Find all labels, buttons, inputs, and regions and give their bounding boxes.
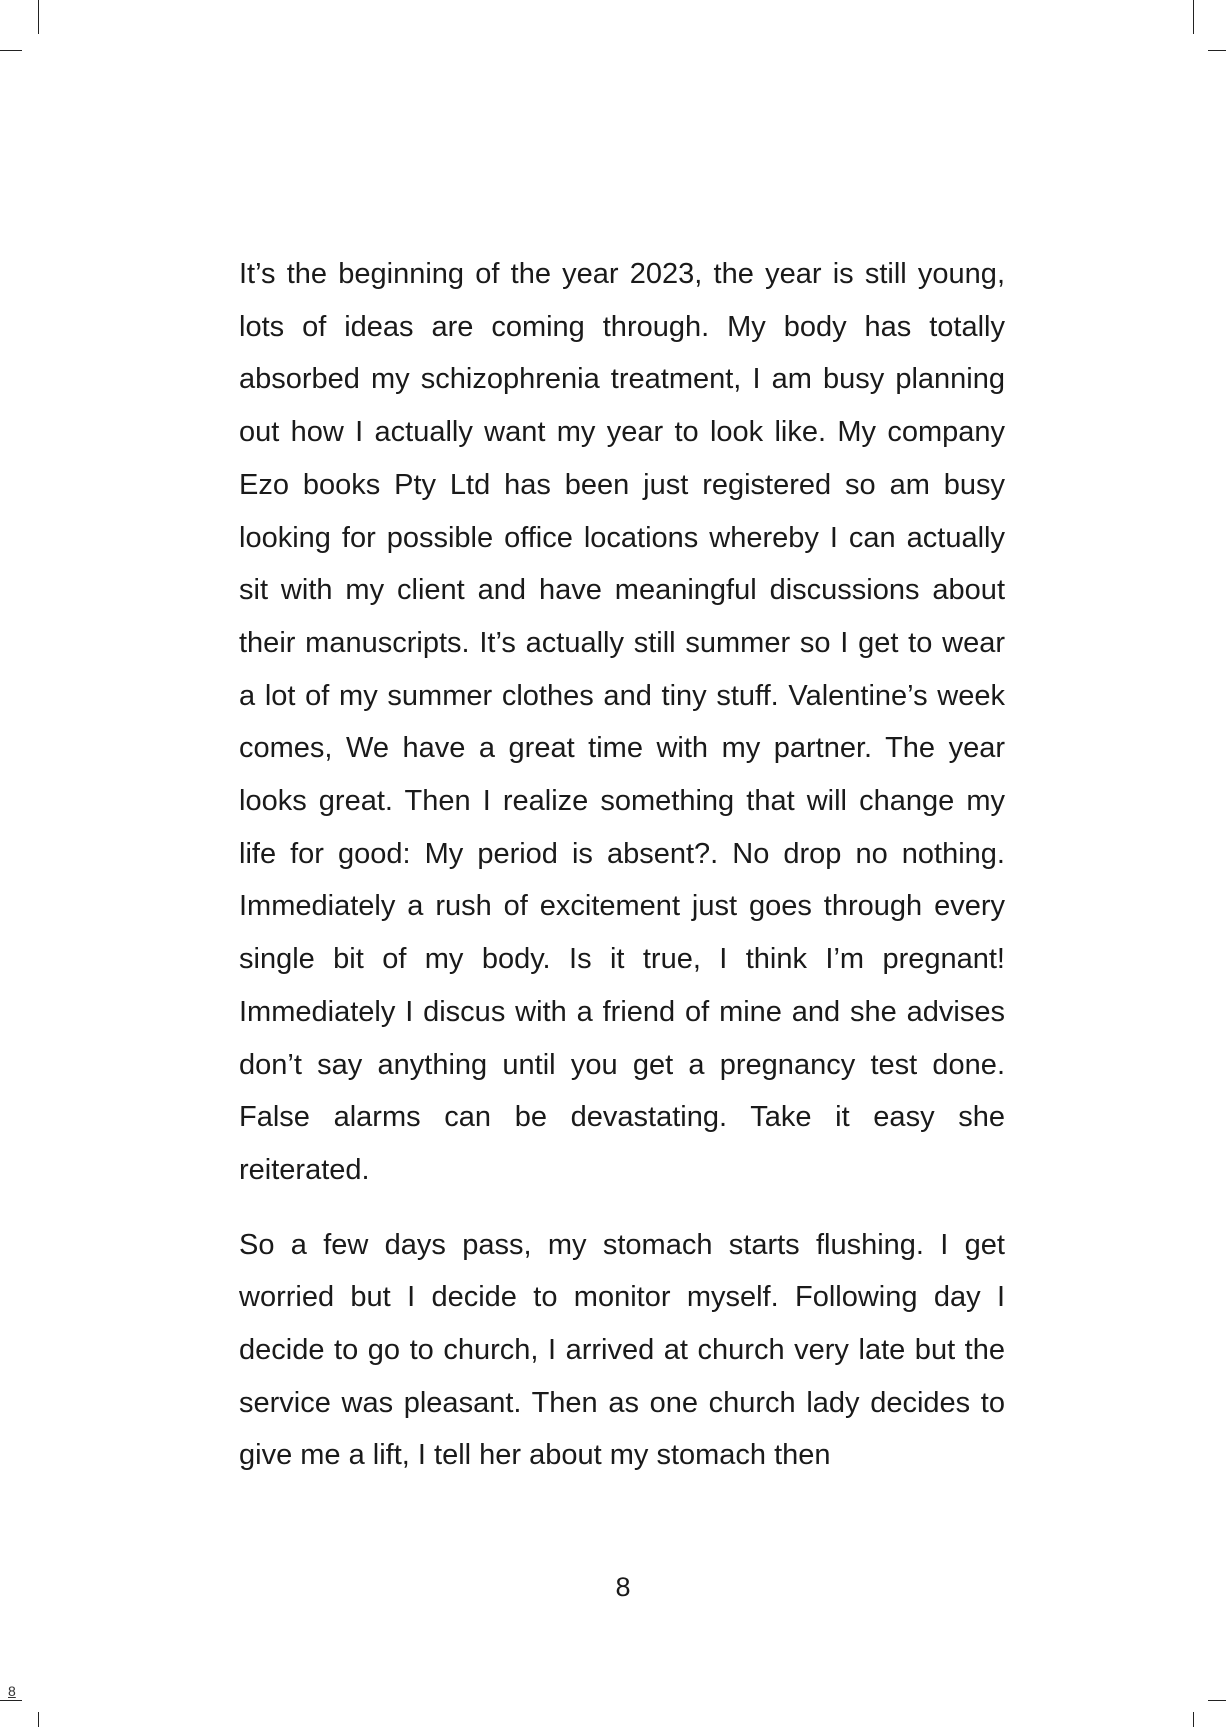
crop-mark-bottom-left-horizontal bbox=[0, 1700, 22, 1701]
folio-mark: 8 bbox=[8, 1683, 16, 1699]
page-body bbox=[239, 248, 1005, 1482]
crop-mark-bottom-right-horizontal bbox=[1208, 1700, 1226, 1701]
crop-mark-top-right-horizontal bbox=[1208, 50, 1226, 51]
paragraph-1: It’s the beginning of the year 2023, the year is still young, lots of ideas are coming through. My body has totally absorbed my schizophrenia treatment, I am busy planning out how I actually want my year to look like. My company Ezo books Pty Ltd has been just registered so am busy looking for possible office locations whereby I can actually sit with my client and have meaningful discussions about their manuscripts. It’s actually still summer so I get to wear a lot of my summer clothes and tiny stuff. Valentine’s week comes, We have a great time with my partner. The year looks great. Then I realize something that will change my life for good: My period is absent?. No drop no nothing. Immediately a rush of excitement just goes through every single bit of my body. Is it true, I think I’m pregnant! Immediately I discus with a friend of mine and she advises don’t say anything until you get a pregnancy test done. False alarms can be devastating. Take it easy she reiterated. bbox=[239, 258, 1005, 1186]
crop-mark-bottom-left bbox=[38, 1712, 39, 1727]
page-number: 8 bbox=[615, 1572, 631, 1602]
crop-mark-top-left-horizontal bbox=[0, 50, 22, 51]
crop-mark-top-right bbox=[1193, 0, 1194, 34]
paragraph-2: So a few days pass, my stomach starts flushing. I get worried but I decide to monitor myself. Following day I decide to go to church, I arrived at church very late but the service was pleasant. Then as one church lady decides to give me a lift, I tell her about my stomach then bbox=[239, 1228, 1005, 1472]
crop-mark-bottom-right bbox=[1193, 1712, 1194, 1727]
crop-mark-top-left bbox=[38, 0, 39, 34]
